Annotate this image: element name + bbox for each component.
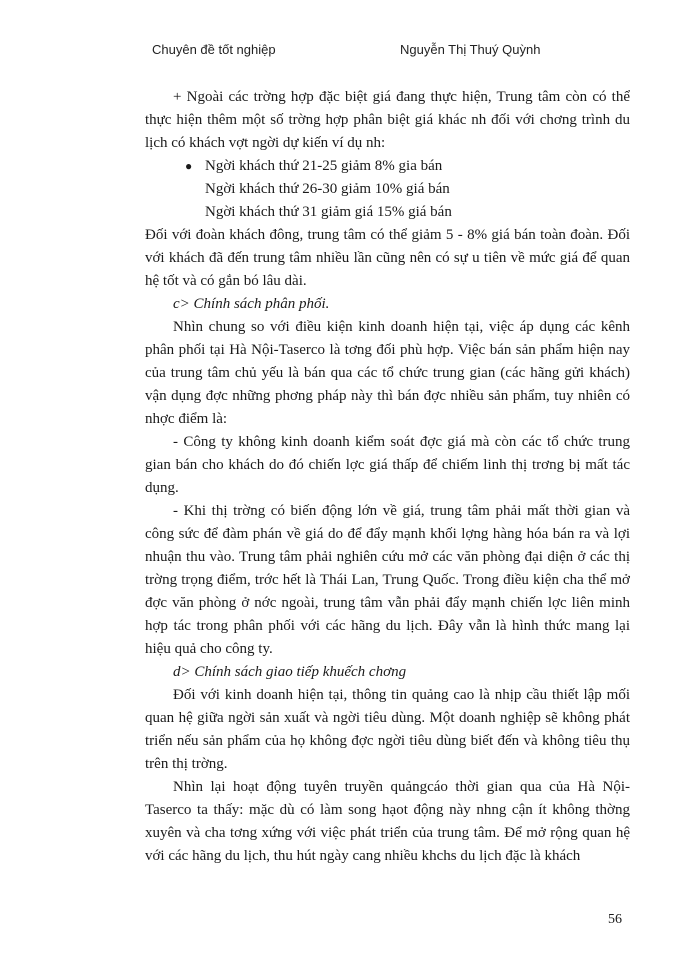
group-discount-paragraph: Đối với đoàn khách đông, trung tâm có thể giảm 5 - 8% giá bán toàn đoàn. Đối với khách đã đến trung tâm nhiều lần cũng nên có sự u tiên về mức giá để quan hệ tốt và có gắn bó lâu dài. [145,227,630,289]
section-d-heading: d> Chính sách giao tiếp khuếch chơng [173,664,407,680]
section-d-paragraph-2: Nhìn lại hoạt động tuyên truyền quảngcáo thời gian qua của Hà Nội-Taserco ta thấy: mặc dù có làm song hạot động này nhng cận ít không thờng xuyên và cha tơng xứng với việc phát triển của trung tâm. Để mở rộng quan hệ với các hãng du lịch, thu hút ngày cang nhiều khchs du lịch đặc là khách [145,779,630,864]
header-title: Chuyên đề tốt nghiệp [152,42,276,57]
intro-paragraph: + Ngoài các trờng hợp đặc biệt giá đang thực hiện, Trung tâm còn có thể thực hiện thêm một số trờng hợp phân biệt giá khác nh đối với chơng trình du lịch có khách vợt ngời dự kiến ví dụ nh: [145,89,630,151]
page-number: 56 [608,912,622,927]
list-item: Ngời khách thứ 31 giảm giá 15% giá bán [205,204,452,220]
list-item: ● Ngời khách thứ 21-25 giảm 8% gia bán [185,155,630,178]
discount-list [145,155,630,224]
section-c-paragraph-2: - Công ty không kinh doanh kiểm soát đợc giá mà còn các tổ chức trung gian bán cho khách do đó chiến lợc giá thấp để chiếm linh thị trơng bị mất tác dụng. [145,434,630,496]
section-c-paragraph-3: - Khi thị trờng có biến động lớn về giá, trung tâm phải mất thời gian và công sức để đàm phán về giá do để đẩy mạnh khối lợng hàng hóa bán ra và lợi nhuận thu vào. Trung tâm phải nghiên cứu mở các văn phòng đại diện ở các thị trờng trọng điểm, trớc hết là Thái Lan, Trung Quốc. Trong điều kiện cha thể mở đợc văn phòng ở nớc ngoài, trung tâm vẫn phải đẩy mạnh chiến lợc liên minh hợp tác trong phân phối với các hãng du lịch. Đây vẫn là hình thức mang lại hiệu quả cho công ty. [145,503,630,657]
header-author: Nguyễn Thị Thuý Quỳnh [400,42,541,57]
section-c-heading: c> Chính sách phân phối. [173,296,330,312]
document-body [145,86,630,868]
section-d-paragraph-1: Đối với kinh doanh hiện tại, thông tin quảng cao là nhịp cầu thiết lập mối quan hệ giữa ngời sản xuất và ngời tiêu dùng. Một doanh nghiệp sẽ không phát triển nếu sản phẩm của họ không đợc ngời tiêu dùng biết đến và không tiêu thụ trên thị trờng. [145,687,630,772]
page-header [0,42,700,60]
section-c-paragraph-1: Nhìn chung so với điều kiện kinh doanh hiện tại, việc áp dụng các kênh phân phối tại Hà Nội-Taserco là tơng đối phù hợp. Việc bán sản phẩm hiện nay của trung tâm chủ yếu là bán qua các tổ chức trung gian (các hãng gửi khách) vận dụng đợc những phơng pháp này thì bán đợc nhiều sản phẩm, tuy nhiên có nhợc điểm là: [145,319,630,427]
list-item: Ngời khách thứ 26-30 giảm 10% giá bán [205,181,450,197]
